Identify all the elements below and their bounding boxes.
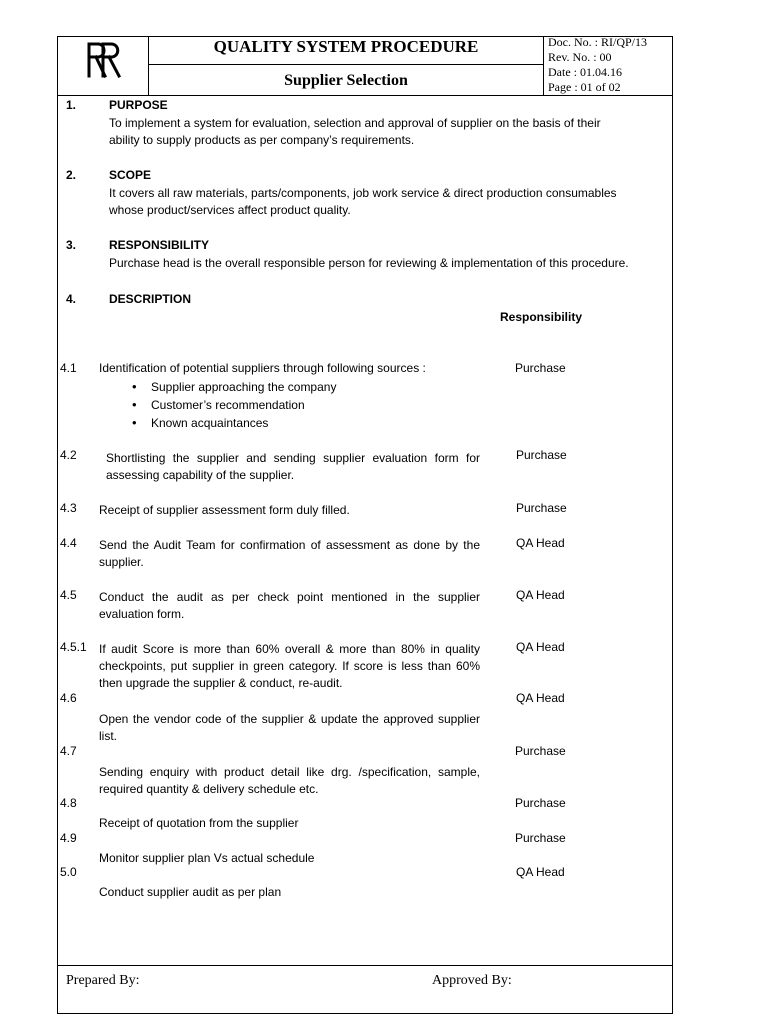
header-divider-right [543,36,544,95]
step-number: 4.3 [60,501,77,515]
section-number: 1. [66,98,77,112]
step-responsibility: Purchase [515,831,566,845]
step-text: Sending enquiry with product detail like drg. /specification, sample, required quantity & delivery schedule etc. [99,765,480,796]
company-logo [84,40,124,80]
step-responsibility: QA Head [516,865,565,879]
step-number: 4.9 [60,831,77,845]
step-number: 4.4 [60,536,77,550]
step-responsibility: Purchase [515,796,566,810]
purpose-text: ability to supply products as per company’s requirements. [109,133,415,147]
list-item: • Customer’s recommendation [130,396,336,414]
list-item: • Supplier approaching the company [130,378,336,396]
section-number: 3. [66,238,77,252]
scope-text: It covers all raw materials, parts/components, job work service & direct production consumables [109,186,617,200]
step-number: 4.8 [60,796,77,810]
approved-by-label: Approved By: [432,973,512,988]
responsibility-column-header: Responsibility [500,310,583,324]
step-number: 4.5 [60,588,77,602]
step-responsibility: Purchase [516,448,567,462]
step-responsibility: QA Head [516,536,565,550]
source-list [130,378,336,432]
purpose-text: To implement a system for evaluation, selection and approval of supplier on the basis of their [109,116,601,130]
step-number: 4.5.1 [60,640,87,654]
step-responsibility: Purchase [515,744,566,758]
scope-text: whose product/services affect product quality. [109,203,351,217]
footer-divider [57,965,673,966]
step-responsibility: Purchase [516,501,567,515]
issue-date: Date : 01.04.16 [548,65,622,79]
section-heading-description: DESCRIPTION [109,292,192,306]
procedure-subtitle: Supplier Selection [284,72,408,89]
step-number: 4.7 [60,744,77,758]
step-text: Identification of potential suppliers through following sources : [99,361,426,375]
responsibility-text: Purchase head is the overall responsible person for reviewing & implementation of this procedure. [109,256,629,270]
step-responsibility: QA Head [516,691,565,705]
step-text: Shortlisting the supplier and sending supplier evaluation form for assessing capability of the supplier. [106,451,480,482]
step-number: 4.1 [60,361,77,375]
header-divider-bottom [57,95,673,96]
list-item: • Known acquaintances [130,414,336,432]
step-text: Send the Audit Team for confirmation of assessment as done by the supplier. [99,538,480,569]
section-heading-scope: SCOPE [109,168,152,182]
section-heading-purpose: PURPOSE [109,98,168,112]
step-text: Receipt of supplier assessment form duly filled. [99,503,350,517]
section-number: 2. [66,168,77,182]
step-number: 4.6 [60,691,77,705]
step-text: If audit Score is more than 60% overall & more than 80% in quality checkpoints, put supplier in green category. If score is less than 60% then upgrade the supplier & conduct, re-audit. [99,642,480,690]
header-divider-middle [148,64,543,65]
logo-mark-icon [84,40,124,80]
step-text: Open the vendor code of the supplier & update the approved supplier list. [99,712,480,743]
step-text: Conduct supplier audit as per plan [99,885,282,899]
section-heading-responsibility: RESPONSIBILITY [109,238,210,252]
step-text: Receipt of quotation from the supplier [99,816,299,830]
page-number: Page : 01 of 02 [548,80,621,94]
step-responsibility: QA Head [516,640,565,654]
doc-number: Doc. No. : RI/QP/13 [548,35,647,49]
step-responsibility: QA Head [516,588,565,602]
step-number: 5.0 [60,865,77,879]
step-text: Monitor supplier plan Vs actual schedule [99,851,315,865]
procedure-title: QUALITY SYSTEM PROCEDURE [213,37,479,56]
section-number: 4. [66,292,77,306]
step-text: Conduct the audit as per check point mentioned in the supplier evaluation form. [99,590,480,621]
step-number: 4.2 [60,448,77,462]
revision-number: Rev. No. : 00 [548,50,612,64]
step-responsibility: Purchase [515,361,566,375]
prepared-by-label: Prepared By: [66,973,140,988]
